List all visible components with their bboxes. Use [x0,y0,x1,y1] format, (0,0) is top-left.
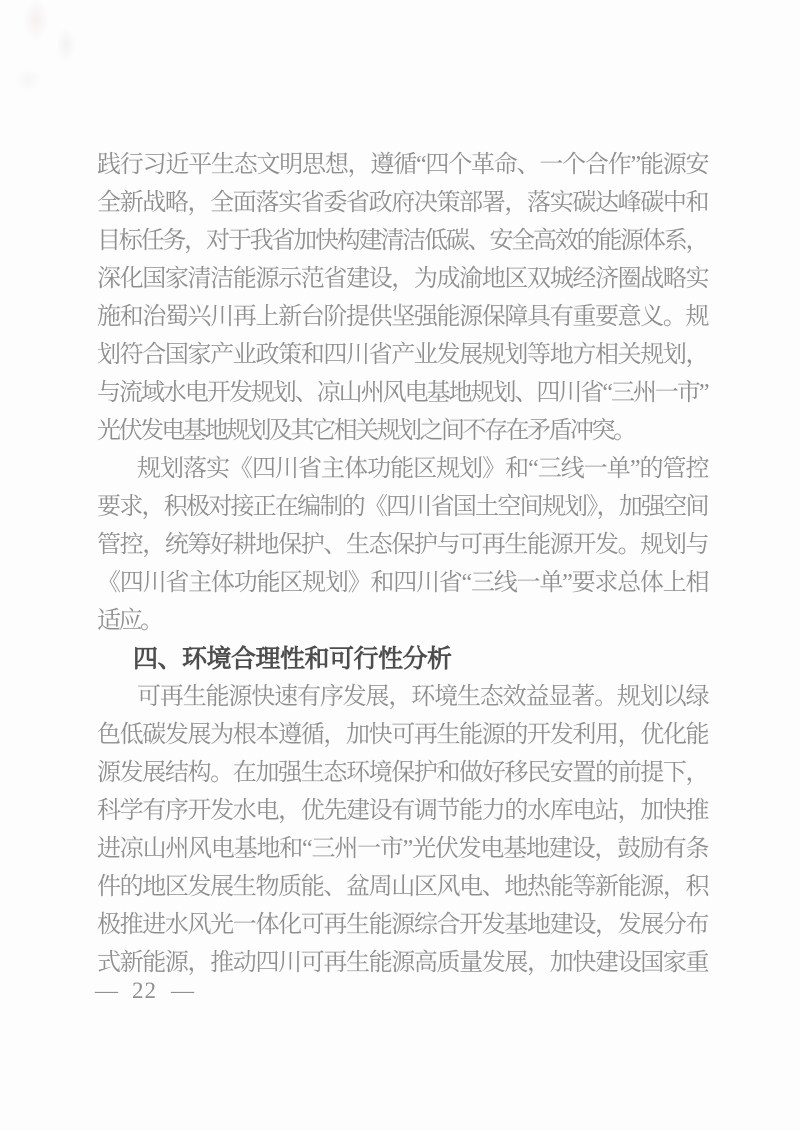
footer-dash: — [171,978,194,1003]
page-footer [95,976,194,1006]
text-line: 《四川省主体功能区规划》和四川省“三线一单”要求总体上相 [97,570,707,596]
text-line: 划符合国家产业政策和四川省产业发展规划等地方相关规划， [97,342,707,368]
paragraph-3 [97,678,707,982]
text-line: 科学有序开发水电，优先建设有调节能力的水库电站，加快推 [97,798,707,824]
text-line: 色低碳发展为根本遵循，加快可再生能源的开发利用，优化能 [97,722,707,748]
text-line: 极推进水风光一体化可再生能源综合开发基地建设，发展分布 [97,912,707,938]
text-line: 适应。 [97,608,162,634]
text-line: 进凉山州风电基地和“三州一市”光伏发电基地建设，鼓励有条 [97,836,707,862]
section-heading: 四、环境合理性和可行性分析 [133,645,452,673]
text-line: 与流域水电开发规划、凉山州风电基地规划、四川省“三州一市” [97,380,707,406]
text-block [97,146,707,982]
text-line: 件的地区发展生物质能、盆周山区风电、地热能等新能源，积 [97,874,707,900]
text-line: 目标任务，对于我省加快构建清洁低碳、安全高效的能源体系， [97,228,707,254]
text-line: 深化国家清洁能源示范省建设，为成渝地区双城经济圈战略实 [97,266,707,292]
footer-dash: — [95,978,118,1003]
text-line: 践行习近平生态文明思想，遵循“四个革命、一个合作”能源安 [97,152,707,178]
text-line: 规划落实《四川省主体功能区规划》和“三线一单”的管控 [137,456,707,482]
text-line: 可再生能源快速有序发展，环境生态效益显著。规划以绿 [137,684,707,710]
paragraph-2 [97,450,707,640]
paragraph-1 [97,146,707,450]
page-number: 22 [132,978,157,1003]
text-line: 要求，积极对接正在编制的《四川省国土空间规划》，加强空间 [97,494,707,520]
text-line: 源发展结构。在加强生态环境保护和做好移民安置的前提下， [97,760,707,786]
text-line: 施和治蜀兴川再上新台阶提供坚强能源保障具有重要意义。规 [97,304,707,330]
text-line: 式新能源，推动四川可再生能源高质量发展，加快建设国家重 [97,950,707,976]
text-line: 管控，统筹好耕地保护、生态保护与可再生能源开发。规划与 [97,532,707,558]
scan-artifact [6,0,146,150]
text-line: 全新战略，全面落实省委省政府决策部署，落实碳达峰碳中和 [97,190,707,216]
text-line: 光伏发电基地规划及其它相关规划之间不存在矛盾冲突。 [97,418,635,444]
